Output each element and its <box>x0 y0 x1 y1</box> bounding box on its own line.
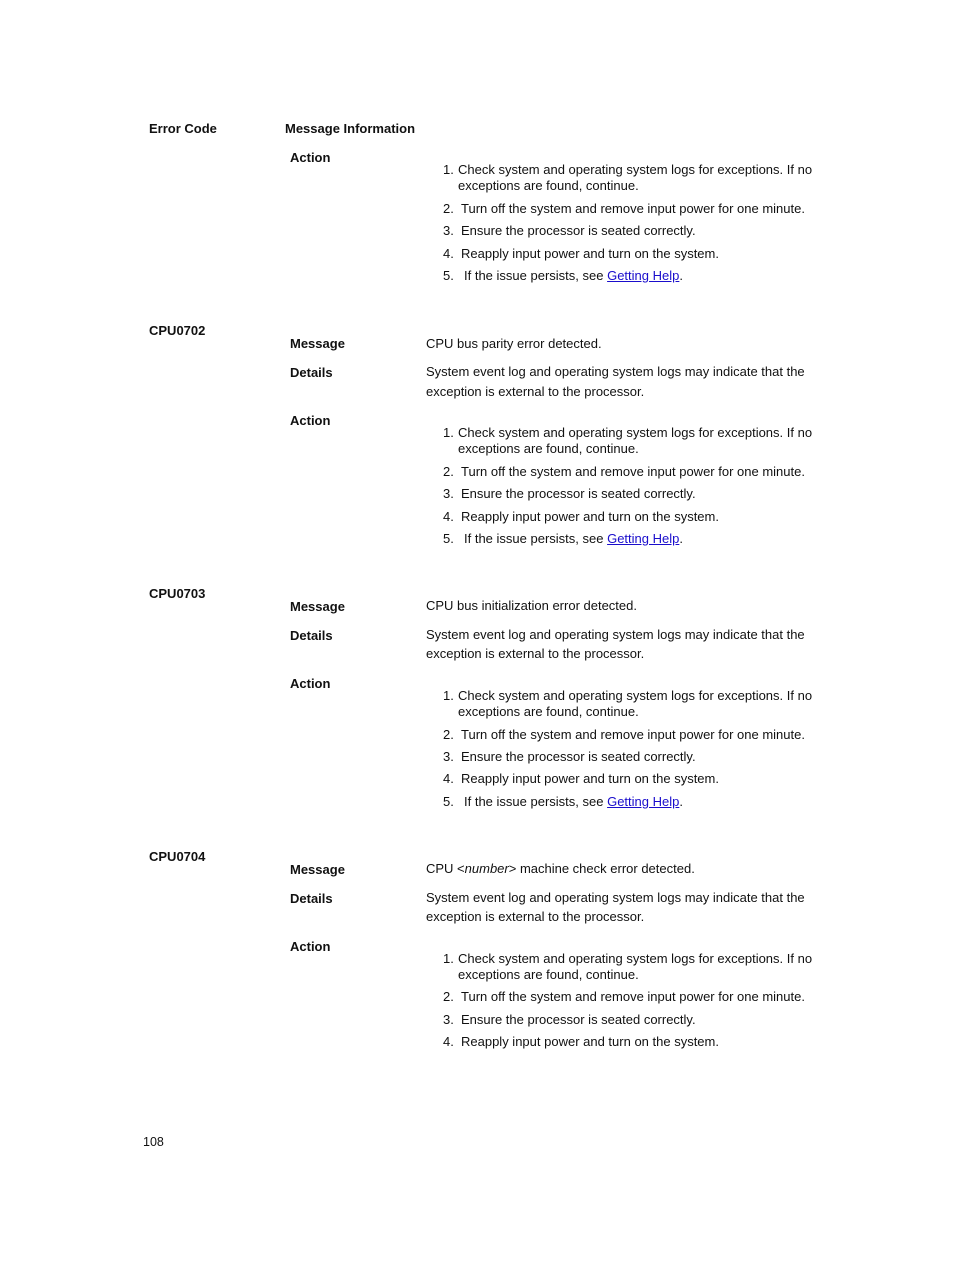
step-number: 3. <box>443 1012 454 1027</box>
step-text: Check system and operating system logs for exceptions. If no <box>458 688 813 703</box>
details-text: exception is external to the processor. <box>426 909 645 924</box>
step-number: 2. <box>443 201 454 216</box>
details-text: exception is external to the processor. <box>426 384 645 399</box>
step-text <box>464 531 683 547</box>
step-text: Reapply input power and turn on the system. <box>461 246 719 261</box>
step-number: 2. <box>443 727 454 742</box>
step-text: exceptions are found, continue. <box>458 441 639 456</box>
step-number: 1. <box>443 688 454 703</box>
step-number: 1. <box>443 425 454 440</box>
step-number: 1. <box>443 951 454 966</box>
step-text: exceptions are found, continue. <box>458 178 639 193</box>
step-text: Ensure the processor is seated correctly. <box>461 486 696 501</box>
step-text-suffix: . <box>679 794 683 809</box>
step-text: Check system and operating system logs for exceptions. If no <box>458 951 813 966</box>
message-label: Message <box>290 336 345 351</box>
details-text: System event log and operating system logs may indicate that the <box>426 890 805 905</box>
step-text: Reapply input power and turn on the system. <box>461 509 719 524</box>
step-number: 3. <box>443 749 454 764</box>
getting-help-link[interactable]: Getting Help <box>607 794 680 809</box>
action-label: Action <box>290 676 331 691</box>
message-label: Message <box>290 599 345 614</box>
step-text: exceptions are found, continue. <box>458 967 639 982</box>
message-text: CPU bus initialization error detected. <box>426 598 637 613</box>
details-text: System event log and operating system logs may indicate that the <box>426 627 805 642</box>
header-error-code: Error Code <box>149 121 217 136</box>
details-text: System event log and operating system logs may indicate that the <box>426 364 805 379</box>
step-number: 4. <box>443 246 454 261</box>
header-message-information: Message Information <box>285 121 416 136</box>
error-code: CPU0702 <box>149 323 206 338</box>
error-code: CPU0703 <box>149 586 206 601</box>
step-number: 5. <box>443 531 454 546</box>
step-number: 4. <box>443 509 454 524</box>
step-text: Ensure the processor is seated correctly. <box>461 749 696 764</box>
step-text: Turn off the system and remove input power for one minute. <box>461 989 805 1004</box>
step-text: Turn off the system and remove input power for one minute. <box>461 464 805 479</box>
step-number: 2. <box>443 464 454 479</box>
step-text-prefix: If the issue persists, see <box>464 794 608 809</box>
getting-help-link[interactable]: Getting Help <box>607 268 680 283</box>
step-text-suffix: . <box>679 531 683 546</box>
action-label: Action <box>290 939 331 954</box>
step-text: exceptions are found, continue. <box>458 704 639 719</box>
step-text: Ensure the processor is seated correctly. <box>461 223 696 238</box>
message-variable: number <box>464 861 509 876</box>
action-label: Action <box>290 150 331 165</box>
message-text: CPU bus parity error detected. <box>426 336 602 351</box>
step-text: Reapply input power and turn on the system. <box>461 1034 719 1049</box>
step-text <box>464 268 683 284</box>
step-number: 3. <box>443 223 454 238</box>
step-number: 3. <box>443 486 454 501</box>
step-text: Turn off the system and remove input power for one minute. <box>461 201 805 216</box>
step-number: 1. <box>443 162 454 177</box>
step-text-prefix: If the issue persists, see <box>464 531 608 546</box>
details-label: Details <box>290 365 333 380</box>
getting-help-link[interactable]: Getting Help <box>607 531 680 546</box>
step-text: Ensure the processor is seated correctly. <box>461 1012 696 1027</box>
details-label: Details <box>290 628 333 643</box>
message-label: Message <box>290 862 345 877</box>
step-text: Reapply input power and turn on the system. <box>461 771 719 786</box>
step-text-suffix: . <box>679 268 683 283</box>
step-number: 5. <box>443 794 454 809</box>
step-text: Check system and operating system logs for exceptions. If no <box>458 425 813 440</box>
message-text-suffix: > machine check error detected. <box>508 861 695 876</box>
step-number: 4. <box>443 1034 454 1049</box>
step-number: 2. <box>443 989 454 1004</box>
error-code: CPU0704 <box>149 849 206 864</box>
step-text: Check system and operating system logs for exceptions. If no <box>458 162 813 177</box>
step-text-prefix: If the issue persists, see <box>464 268 608 283</box>
details-label: Details <box>290 891 333 906</box>
details-text: exception is external to the processor. <box>426 646 645 661</box>
page-number: 108 <box>143 1135 164 1149</box>
step-number: 4. <box>443 771 454 786</box>
action-label: Action <box>290 413 331 428</box>
message-text-prefix: CPU < <box>426 861 465 876</box>
step-text: Turn off the system and remove input power for one minute. <box>461 727 805 742</box>
step-number: 5. <box>443 268 454 283</box>
message-text <box>426 861 695 877</box>
step-text <box>464 794 683 810</box>
